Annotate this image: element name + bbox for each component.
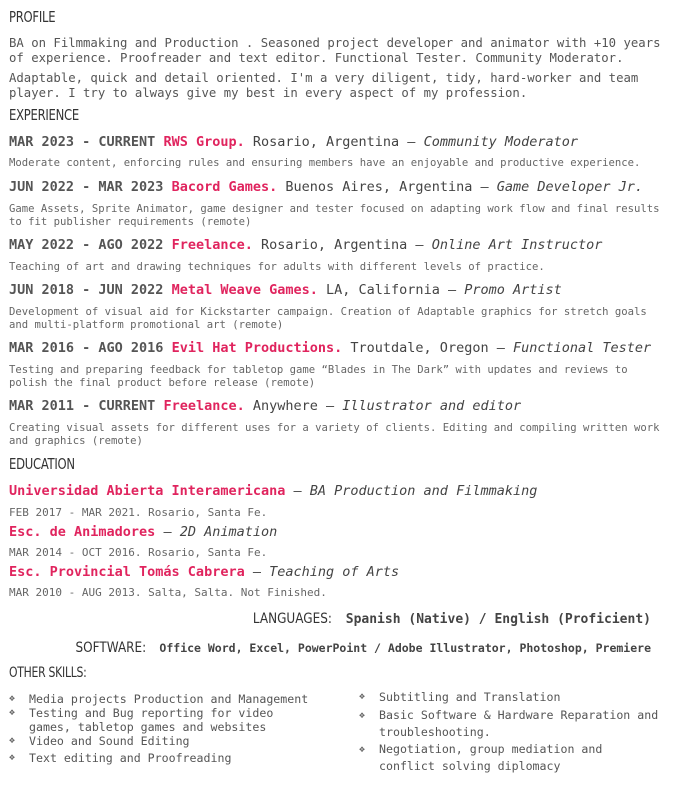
- job-location: Buenos Aires, Argentina —: [285, 179, 489, 195]
- job-title-line: [9, 179, 643, 195]
- education-title-line: Universidad Abierta Interamericana — BA Production and Filmmaking: [9, 483, 538, 499]
- skill-item: ❖ Basic Software & Hardware Reparation and troubleshooting.: [359, 708, 659, 739]
- job-location: Anywhere —: [252, 398, 335, 414]
- job-location: Rosario, Argentina —: [261, 237, 424, 253]
- job-description: Testing and preparing feedback for tabletop game “Blades in The Dark” with updates and reviews to polish the final product before release (remote): [9, 364, 628, 389]
- job-dates: MAY 2022 - AGO 2022: [9, 237, 164, 253]
- job-role: Community Moderator: [423, 134, 579, 150]
- job-dates: JUN 2022 - MAR 2023: [9, 179, 164, 195]
- diamond-bullet-icon: ❖: [9, 693, 16, 704]
- job-role: Functional Tester: [512, 340, 652, 356]
- skill-item: ❖ Testing and Bug reporting for video games, tabletop games and websites: [9, 706, 274, 734]
- skill-item: ❖ Media projects Production and Management: [9, 692, 309, 706]
- job-org: Bacord Games.: [171, 179, 278, 195]
- education-school: Esc. Provincial Tomás Cabrera: [9, 564, 245, 580]
- job-description: Development of visual aid for Kickstarter campaign. Creation of Adaptable graphics for stretch goals and multi-platform promotional art (remote): [9, 306, 647, 331]
- languages-value: Spanish (Native) / English (Proficient): [345, 612, 651, 627]
- diamond-bullet-icon: ❖: [359, 710, 366, 721]
- job-title-line: [9, 237, 602, 253]
- skill-item: ❖ Subtitling and Translation: [359, 690, 561, 704]
- job-org: Metal Weave Games.: [171, 282, 318, 298]
- education-school: Esc. de Animadores: [9, 524, 156, 540]
- education-degree: Teaching of Arts: [269, 564, 400, 580]
- diamond-bullet-icon: ❖: [9, 735, 16, 746]
- software-value: Office Word, Excel, PowerPoint / Adobe Illustrator, Photoshop, Premiere: [159, 641, 651, 655]
- experience-heading: EXPERIENCE: [9, 106, 79, 124]
- job-org: Freelance.: [171, 237, 253, 253]
- education-meta: FEB 2017 - MAR 2021. Rosario, Santa Fe.: [9, 506, 268, 519]
- job-title-line: [9, 134, 578, 150]
- job-org: RWS Group.: [163, 134, 245, 150]
- skill-item: ❖ Negotiation, group mediation and conflict solving diplomacy: [359, 742, 603, 773]
- education-meta: MAR 2010 - AUG 2013. Salta, Salta. Not Finished.: [9, 586, 327, 599]
- diamond-bullet-icon: ❖: [9, 707, 16, 718]
- job-role: Promo Artist: [464, 282, 562, 298]
- profile-paragraph-1: BA on Filmmaking and Production . Seasoned project developer and animator with +10 years of experience. Proofreader and text editor. Functional Tester. Community Moderator.: [9, 36, 661, 65]
- diamond-bullet-icon: ❖: [9, 752, 16, 763]
- job-dates: MAR 2016 - AGO 2016: [9, 340, 164, 356]
- skill-item: ❖ Video and Sound Editing: [9, 734, 190, 748]
- job-role: Online Art Instructor: [431, 237, 603, 253]
- education-degree: BA Production and Filmmaking: [309, 483, 538, 499]
- job-location: LA, California —: [326, 282, 457, 298]
- job-role: Illustrator and editor: [342, 398, 522, 414]
- job-description: Creating visual assets for different uses for a variety of clients. Editing and compiling written work and graphics (remote): [9, 422, 660, 447]
- software-line: [64, 637, 651, 656]
- job-role: Game Developer Jr.: [496, 179, 644, 195]
- job-title-line: [9, 340, 651, 356]
- job-title-line: [9, 398, 521, 414]
- job-dates: JUN 2018 - JUN 2022: [9, 282, 164, 298]
- education-school: Universidad Abierta Interamericana: [9, 483, 286, 499]
- job-org: Freelance.: [163, 398, 245, 414]
- education-title-line: Esc. Provincial Tomás Cabrera — Teaching of Arts: [9, 564, 400, 580]
- job-dates: MAR 2011 - CURRENT: [9, 398, 156, 414]
- profile-heading: PROFILE: [9, 8, 56, 26]
- job-location: Troutdale, Oregon —: [350, 340, 505, 356]
- job-description: Game Assets, Sprite Animator, game designer and tester focused on adapting work flow and final results to fit publisher requirements (remote): [9, 203, 660, 228]
- job-location: Rosario, Argentina —: [252, 134, 416, 150]
- education-degree: 2D Animation: [179, 524, 278, 540]
- education-heading: EDUCATION: [9, 455, 75, 473]
- job-description: Moderate content, enforcing rules and ensuring members have an enjoyable and productive experience.: [9, 157, 641, 169]
- diamond-bullet-icon: ❖: [359, 691, 366, 702]
- diamond-bullet-icon: ❖: [359, 744, 366, 755]
- languages-line: [240, 608, 651, 627]
- job-dates: MAR 2023 - CURRENT: [9, 134, 156, 150]
- education-title-line: Esc. de Animadores — 2D Animation: [9, 524, 278, 540]
- education-meta: MAR 2014 - OCT 2016. Rosario, Santa Fe.: [9, 546, 268, 559]
- skill-item: ❖ Text editing and Proofreading: [9, 751, 232, 765]
- languages-label: LANGUAGES:: [253, 611, 333, 627]
- job-title-line: [9, 282, 562, 298]
- profile-paragraph-2: Adaptable, quick and detail oriented. I'm a very diligent, tidy, hard-worker and team player. I try to always give my best in every aspect of my profession.: [9, 71, 639, 100]
- job-org: Evil Hat Productions.: [171, 340, 343, 356]
- software-label: SOFTWARE:: [75, 640, 146, 656]
- job-description: Teaching of art and drawing techniques for adults with different levels of practice.: [9, 261, 545, 273]
- skills-heading: OTHER SKILLS:: [9, 665, 87, 681]
